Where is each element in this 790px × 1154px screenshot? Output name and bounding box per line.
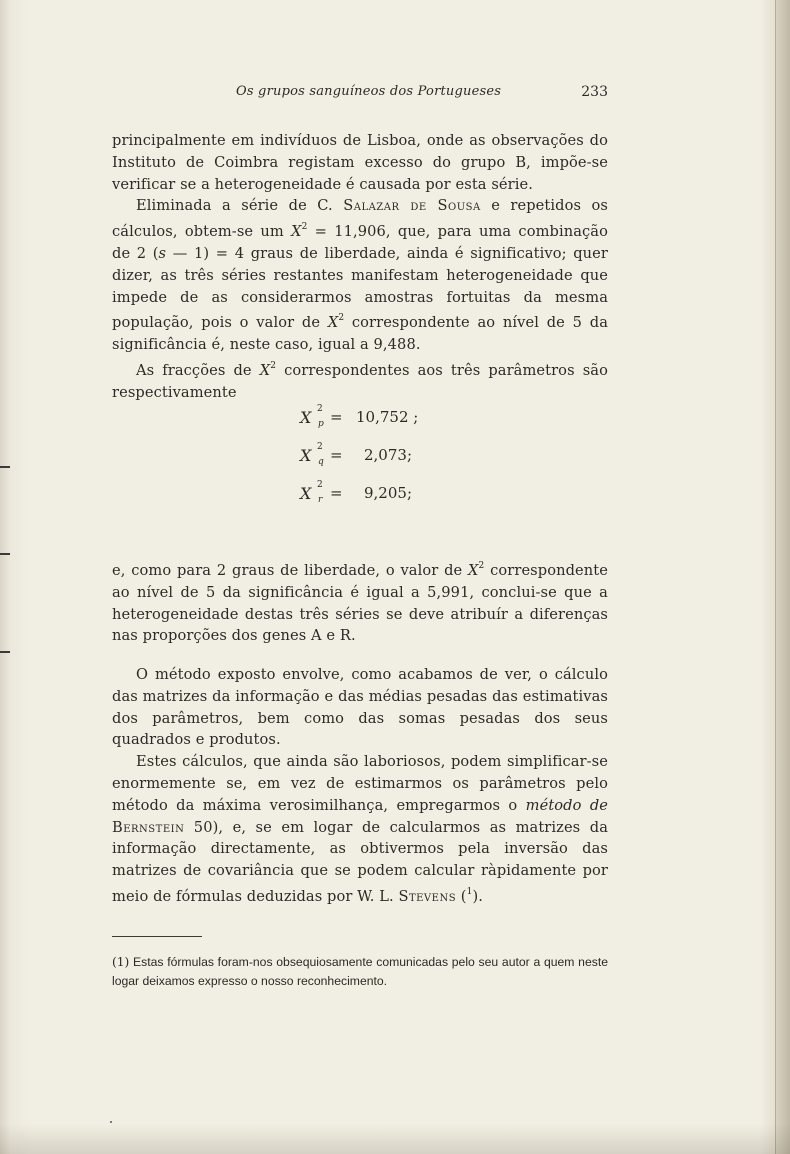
- margin-mark: [0, 651, 10, 653]
- formula-line: X 2 p = 10,752 ;: [300, 404, 419, 429]
- paragraph-5: O método exposto envolve, como acabamos de ver, o cálculo das matrizes da informação e das médias pesadas das estimativas dos parâmetros, bem como das somas pesadas dos seus quadrados e produtos.: [112, 666, 608, 749]
- author-stevens: Stevens: [398, 887, 457, 905]
- formula-line: X 2 r = 9,205;: [300, 480, 412, 505]
- paragraph-6: Estes cálculos, que ainda são laboriosos, podem simplificar-se enormemente se, em vez de estimarmos os parâmetros pelo método da máxima verosimilhança, empregarmos o método de Bernstein 50), e, se em logar de calcularmos as matrizes da informação directamente, as obtivermos pela inversão das matrizes de covariância que se podem calcular ràpidamente por meio de fórmulas deduzidas por W. L. Stevens ($^1$).: [112, 753, 608, 905]
- method-italic: método de: [525, 796, 608, 814]
- page-header: [112, 82, 608, 104]
- body-text-upper: [112, 130, 608, 404]
- paper-speck: [110, 1121, 112, 1123]
- footnote-number: (1): [112, 955, 130, 969]
- paragraph-2: Eliminada a série de C. Salazar de Sousa e repetidos os cálculos, obtem-se um $X^2 = 11,906$, que, para uma combinação de 2 (s — 1) = 4 graus de liberdade, ainda é significativo; quer dizer, as três séries restantes manifestam heterogeneidade que impede de as considerarmos amostras fortuitas da mesma população, pois o valor de $X^2$ correspondente ao nível de 5 da significância é, neste caso, igual a 9,488.: [112, 197, 608, 354]
- page-edge: [775, 0, 790, 1154]
- body-text-lower: [112, 664, 608, 908]
- page-bottom-shade: [0, 1124, 790, 1154]
- paragraph-1: principalmente em indivíduos de Lisboa, onde as observações do Instituto de Coimbra registam excesso do grupo B, impõe-se verificar se a heterogeneidade é causada por esta série.: [112, 132, 608, 193]
- author-bernstein: Bernstein: [112, 818, 185, 836]
- running-title: Os grupos sanguíneos dos Portugueses: [236, 84, 502, 99]
- footnote-ref: 1: [466, 886, 473, 897]
- paragraph-3: As fracções de $X^2$ correspondentes aos três parâmetros são respectivamente: [112, 360, 608, 401]
- margin-mark: [0, 553, 10, 555]
- formula-line: X 2 q = 2,073;: [300, 442, 412, 467]
- author-salazar: Salazar de Sousa: [343, 197, 481, 215]
- footnote-rule: [112, 936, 202, 937]
- paragraph-4: e, como para 2 graus de liberdade, o valor de $X^2$ correspondente ao nível de 5 da significância é igual a 5,991, conclui-se que a heterogeneidade destas três séries se deve atribuír a diferenças nas proporções dos genes A e R.: [112, 561, 608, 645]
- footnote: (1) Estas fórmulas foram-nos obsequiosamente comunicadas pelo seu autor a quem neste logar deixamos expresso o nosso reconhecimento.: [112, 955, 608, 988]
- chi-square-formulas: [300, 404, 520, 522]
- page-number: 233: [581, 84, 608, 100]
- body-text-middle: [112, 556, 608, 647]
- margin-mark: [0, 466, 10, 468]
